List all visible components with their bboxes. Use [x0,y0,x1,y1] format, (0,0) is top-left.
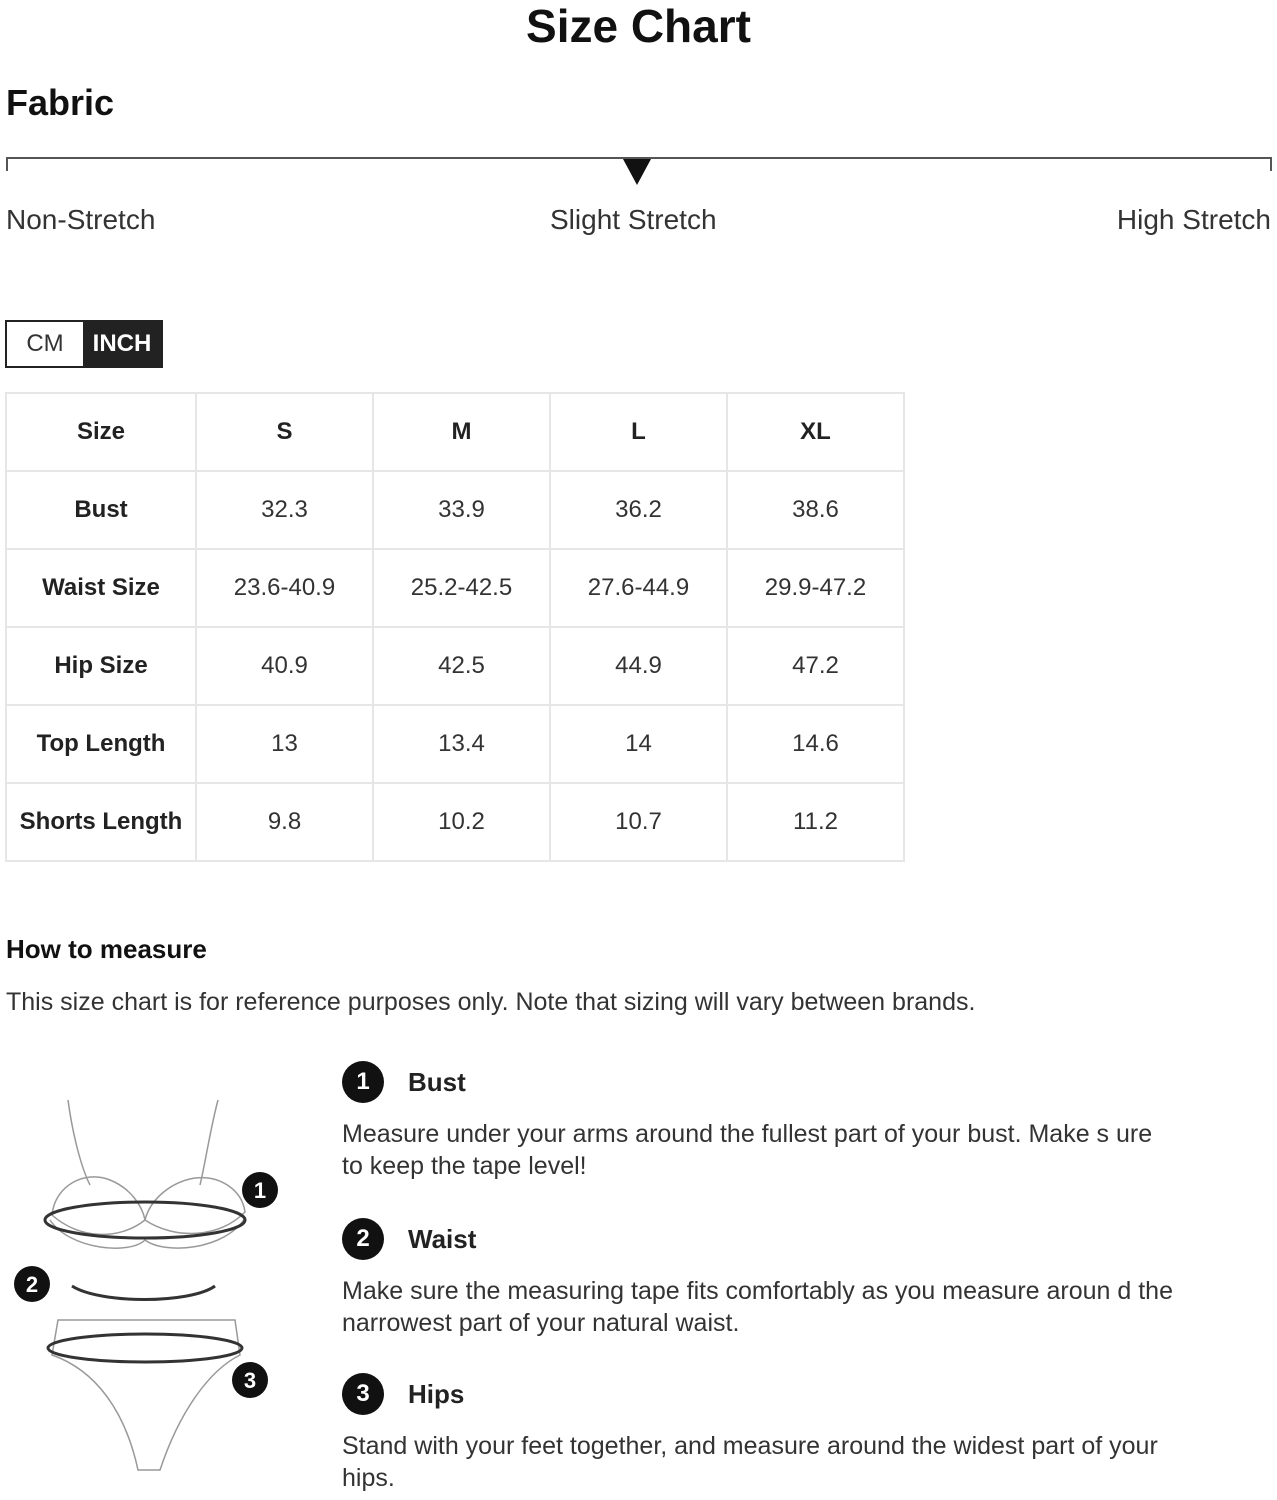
stretch-scale-tick-left [6,157,8,171]
waist-tape-line [72,1286,215,1300]
bra-cup-left [52,1177,145,1235]
table-row [6,471,904,549]
scale-label-non-stretch: Non-Stretch [6,204,156,235]
bikini-bottom [52,1320,240,1470]
stretch-scale-tick-right [1270,157,1272,171]
step-description: Stand with your feet together, and measure around the widest part of your hips. [342,1432,1158,1492]
step-description: Measure under your arms around the fullest part of your bust. Make s ure to keep the tape level! [342,1120,1153,1180]
table-cell: 38.6 [727,471,904,549]
page-title: Size Chart [526,0,751,52]
scale-label-high-stretch: High Stretch [1116,204,1271,235]
row-label: Hip Size [6,627,196,705]
table-header-m: M [373,393,550,471]
step-number-badge: 3 [342,1373,384,1415]
step-title: Hips [408,1378,465,1409]
table-header-xl: XL [727,393,904,471]
table-cell: 10.7 [550,783,727,861]
step-header [342,1217,1182,1261]
measure-step-hips [342,1372,1182,1494]
table-row [6,705,904,783]
table-cell: 10.2 [373,783,550,861]
step-number-badge: 1 [342,1061,384,1103]
measure-step-bust [342,1060,1182,1182]
unit-toggle [5,320,163,368]
table-header-s: S [196,393,373,471]
table-cell: 33.9 [373,471,550,549]
table-cell: 14 [550,705,727,783]
hip-tape-line [48,1334,242,1362]
step-header [342,1060,1182,1104]
diagram-marker-3-label: 3 [243,1368,257,1393]
table-cell: 9.8 [196,783,373,861]
table-cell: 27.6-44.9 [550,549,727,627]
table-cell: 25.2-42.5 [373,549,550,627]
diagram-marker-2 [14,1266,50,1302]
table-cell: 32.3 [196,471,373,549]
table-cell: 23.6-40.9 [196,549,373,627]
table-row [6,549,904,627]
table-cell: 29.9-47.2 [727,549,904,627]
fabric-title: Fabric [6,82,115,123]
step-number-badge: 2 [342,1218,384,1260]
table-cell: 11.2 [727,783,904,861]
table-cell: 13.4 [373,705,550,783]
how-to-measure-note: This size chart is for reference purposes only. Note that sizing will vary between brands. [6,988,976,1016]
size-table [5,392,905,862]
table-cell: 36.2 [550,471,727,549]
row-label: Waist Size [6,549,196,627]
measure-step-waist [342,1217,1182,1339]
table-cell: 13 [196,705,373,783]
table-header-size: Size [6,393,196,471]
stretch-marker-icon [623,159,651,185]
unit-inch-button[interactable]: INCH [83,322,161,366]
diagram-marker-1-label: 1 [253,1178,267,1203]
table-header-l: L [550,393,727,471]
unit-cm-button[interactable]: CM [7,322,83,366]
bra-strap-right [200,1100,218,1185]
row-label: Top Length [6,705,196,783]
table-cell: 40.9 [196,627,373,705]
step-title: Bust [408,1066,466,1097]
table-header-row [6,393,904,471]
table-row [6,627,904,705]
table-cell: 42.5 [373,627,550,705]
bra-strap-left [68,1100,90,1185]
table-cell: 47.2 [727,627,904,705]
step-description: Make sure the measuring tape fits comfortably as you measure aroun d the narrowest part of your natural waist. [342,1277,1173,1337]
row-label: Shorts Length [6,783,196,861]
bikini-measure-diagram [10,1090,310,1480]
row-label: Bust [6,471,196,549]
diagram-marker-1 [242,1172,278,1208]
diagram-marker-2-label: 2 [25,1272,39,1297]
how-to-measure-title: How to measure [6,934,207,964]
diagram-marker-3 [232,1362,268,1398]
step-header [342,1372,1182,1416]
step-title: Waist [408,1223,477,1254]
table-row [6,783,904,861]
scale-label-slight-stretch: Slight Stretch [550,204,717,235]
table-cell: 44.9 [550,627,727,705]
table-cell: 14.6 [727,705,904,783]
